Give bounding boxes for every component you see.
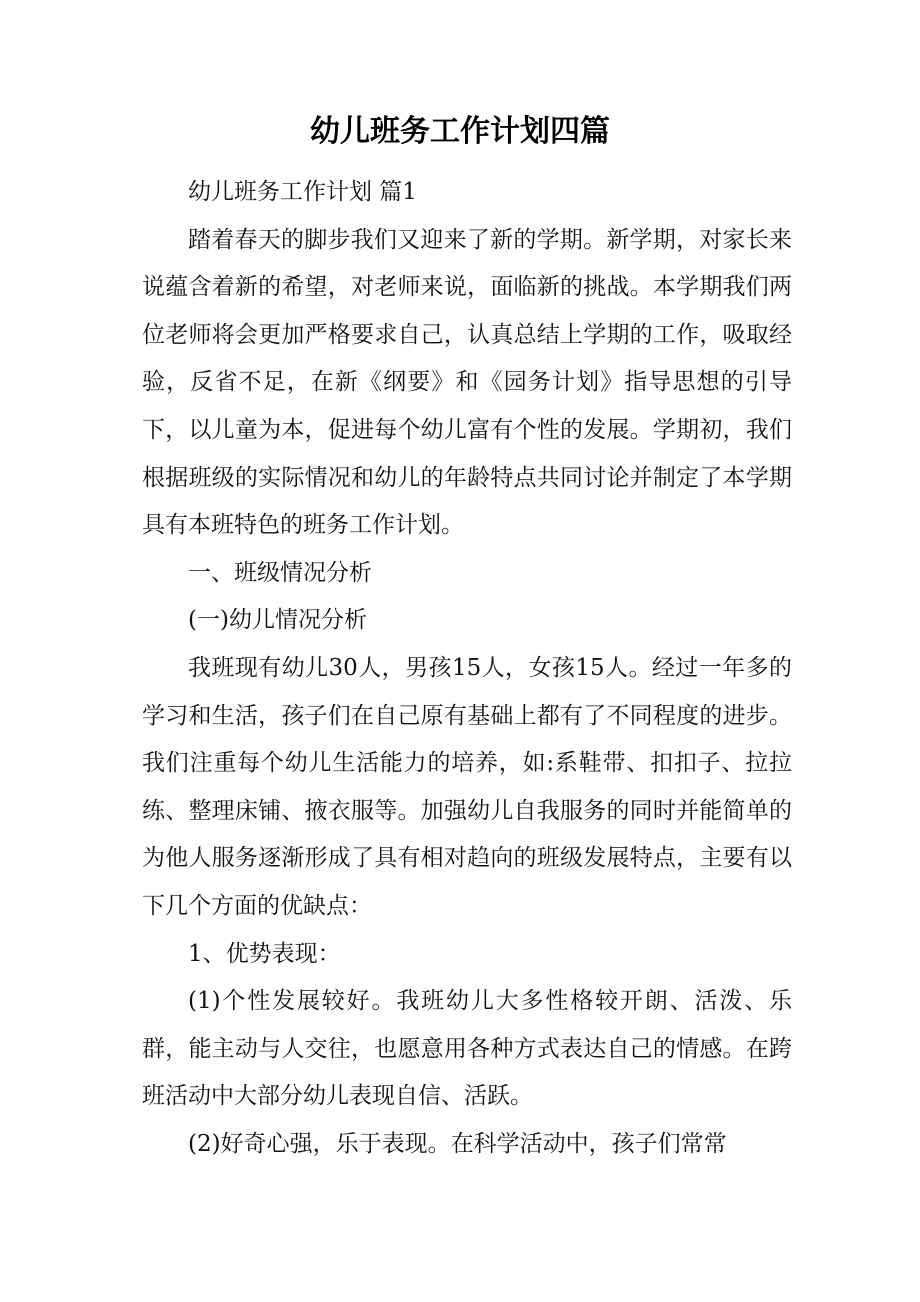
list-heading-advantages: 1、优势表现： <box>188 940 341 967</box>
document-title: 幼儿班务工作计划四篇 <box>310 114 610 149</box>
subsection-heading-child-analysis: (一)幼儿情况分析 <box>188 607 367 634</box>
list-item-curiosity: (2)好奇心强，乐于表现。在科学活动中，孩子们常常 <box>188 1130 727 1157</box>
section-heading: 幼儿班务工作计划 篇1 <box>188 179 417 205</box>
section-heading-class-analysis: 一、班级情况分析 <box>188 559 372 586</box>
list-item-personality: (1)个性发展较好。我班幼儿大多性格较开朗、活泼、乐群，能主动与人交往，也愿意用各种方式表达自己的情感。在跨班活动中大部分幼儿表现自信、活跃。 <box>142 988 792 1110</box>
paragraph-intro: 踏着春天的脚步我们又迎来了新的学期。新学期，对家长来说蕴含着新的希望，对老师来说，面临新的挑战。本学期我们两位老师将会更加严格要求自己，认真总结上学期的工作，吸取经验，反省不足，在新《纲要》和《园务计划》指导思想的引导下，以儿童为本，促进每个幼儿富有个性的发展。学期初，我们根据班级的实际情况和幼儿的年龄特点共同讨论并制定了本学期具有本班特色的班务工作计划。 <box>142 226 792 539</box>
paragraph-class-status: 我班现有幼儿30人，男孩15人，女孩15人。经过一年多的学习和生活，孩子们在自己原有基础上都有了不同程度的进步。我们注重每个幼儿生活能力的培养，如:系鞋带、扣扣子、拉拉练、整理床铺、掖衣服等。加强幼儿自我服务的同时并能简单的为他人服务逐渐形成了具有相对趋向的班级发展特点，主要有以下几个方面的优缺点： <box>142 654 792 919</box>
document-body <box>142 169 792 1168</box>
